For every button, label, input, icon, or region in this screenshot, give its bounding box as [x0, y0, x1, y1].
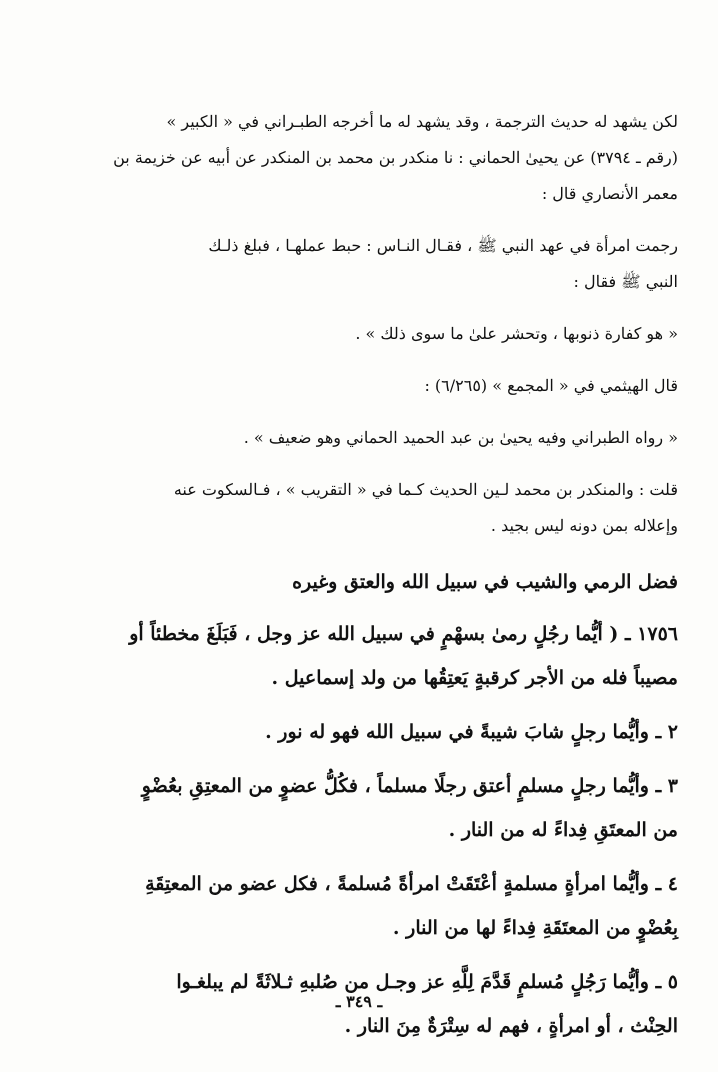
- hadith-item-3: [74, 764, 678, 852]
- hadith-line: مصيباً فله من الأجر كرقبةٍ يَعتِقُها من ولد إسماعيل .: [271, 667, 678, 689]
- section-heading: فضل الرمي والشيب في سبيل الله والعتق وغيره: [292, 571, 678, 593]
- narration-line: رجمت امرأة في عهد النبي ﷺ ، فقـال النـاس : حبط عملهـا ، فبلغ ذلـك: [208, 236, 678, 255]
- page-number: ـ ٣٤٩ ـ: [335, 992, 383, 1011]
- hadith-line: الحِنْث ، أو امرأةٍ ، فهم له سِتْرَةٌ مِنَ النار .: [344, 1015, 678, 1037]
- hadith-line: ٤ ـ وأيُّما امرأةٍ مسلمةٍ أعْتَقَتْ امرأةً مُسلمةً ، فكل عضو من المعتِقَةِ: [145, 873, 678, 895]
- hadith-line: من المعتَقِ فِداءً له من النار .: [448, 819, 678, 841]
- hadith-line: ١٧٥٦ ـ ( أيُّما رجُلٍ رمىٰ بسهْمٍ في سبيل الله عز وجل ، فَبَلَغَ مخطئاً أو: [129, 623, 678, 645]
- comment-line: قلت : والمنكدر بن محمد لـين الحديث كـما في « التقريب » ، فـالسكوت عنه: [173, 480, 678, 499]
- intro-line: (رقم ـ ٣٧٩٤) عن يحيىٰ الحماني : نا منكدر بن محمد بن المنكدر عن أبيه عن خزيمة بن: [113, 148, 678, 167]
- hadith-line: ٥ ـ وأيُّما رَجُلٍ مُسلمٍ قَدَّمَ لِلَّهِ عز وجـل من صُلبهِ ثـلاثَةً لم يبلغـوا: [176, 971, 678, 993]
- page-content: [74, 104, 678, 1048]
- narration-line: النبي ﷺ فقال :: [573, 272, 678, 291]
- comment-line: وإعلاله بمن دونه ليس بجيد .: [490, 516, 678, 535]
- intro-paragraph: [74, 104, 678, 212]
- haythami-quote: « رواه الطبراني وفيه يحيىٰ بن عبد الحميد الحماني وهو ضعيف » .: [243, 428, 678, 447]
- author-comment: [74, 472, 678, 544]
- hadith-line: بِعُضْوٍ من المعتَقَةِ فِداءً لها من النار .: [392, 917, 678, 939]
- intro-line: معمر الأنصاري قال :: [541, 184, 678, 203]
- hadith-line: ٣ ـ وأيُّما رجلٍ مسلمٍ أعتق رجلًا مسلماً ، فكُلُّ عضوٍ من المعتِقِ بعُضْوٍ: [141, 775, 678, 797]
- intro-line: لكن يشهد له حديث الترجمة ، وقد يشهد له ما أخرجه الطبـراني في « الكبير »: [166, 112, 678, 131]
- hadith-item-4: [74, 862, 678, 950]
- hadith-item-2: [74, 710, 678, 754]
- narration-paragraph: [74, 228, 678, 300]
- haythami-reference: قال الهيثمي في « المجمع » (٦/٢٦٥) :: [424, 376, 678, 395]
- hadith-line: ٢ ـ وأيُّما رجلٍ شابَ شيبةً في سبيل الله فهو له نور .: [265, 721, 678, 743]
- prophet-quote: « هو كفارة ذنوبها ، وتحشر علىٰ ما سوى ذلك » .: [355, 324, 678, 343]
- hadith-item-1: [74, 612, 678, 700]
